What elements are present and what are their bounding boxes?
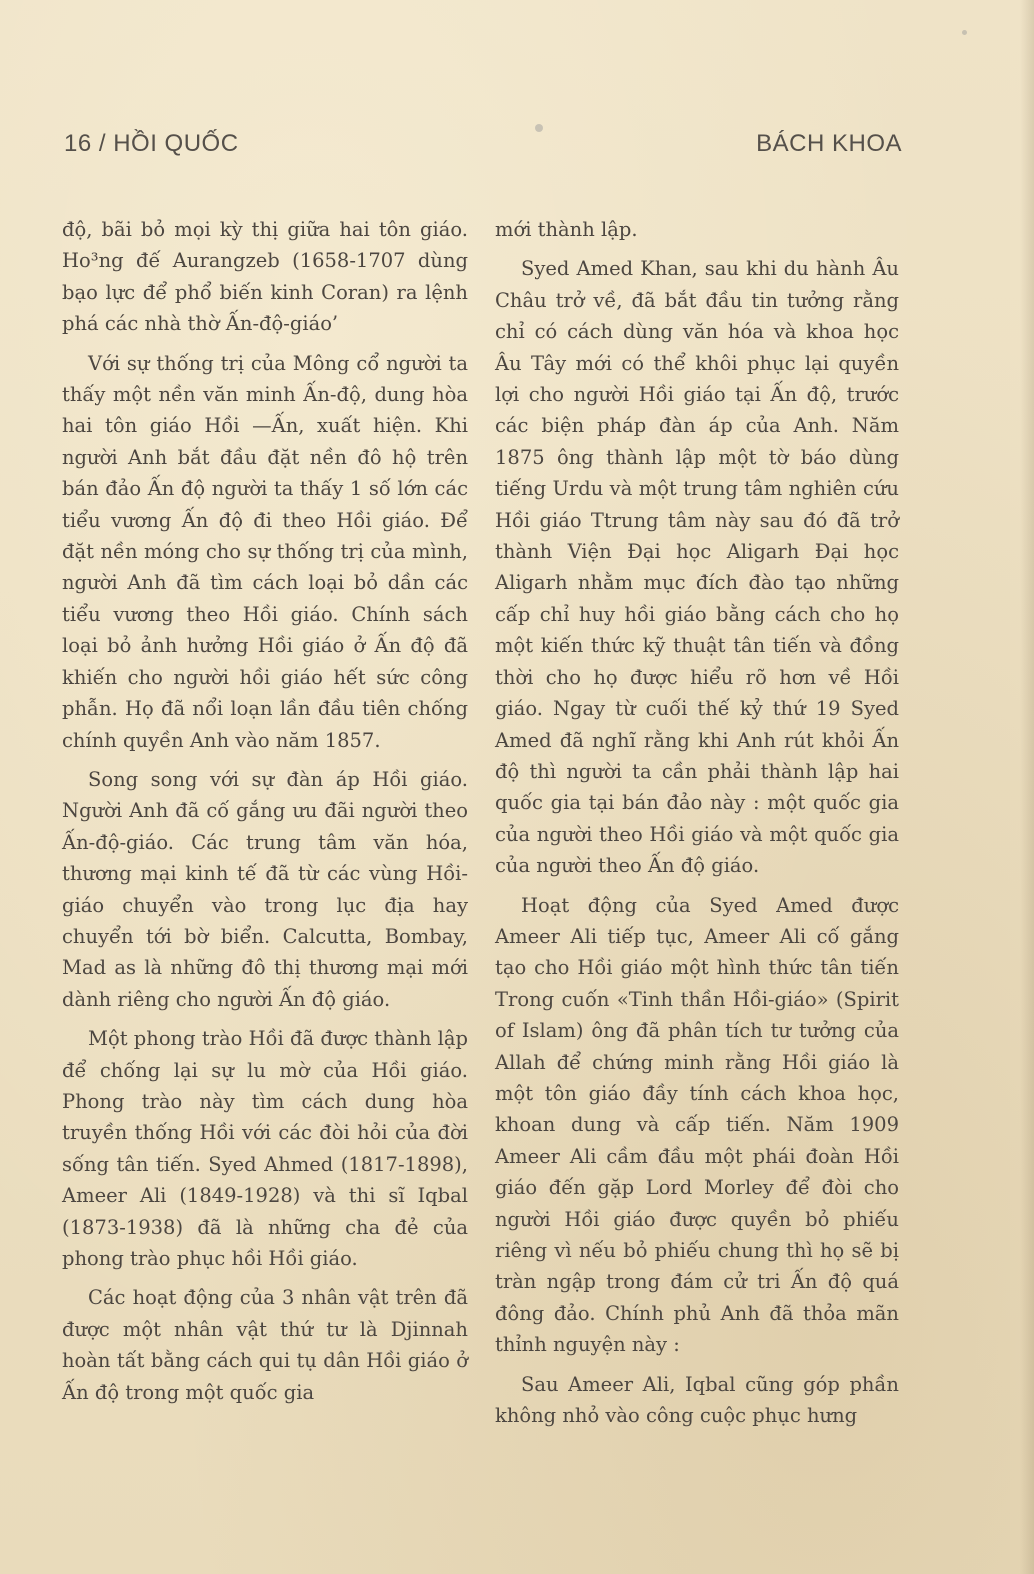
paragraph: Syed Amed Khan, sau khi du hành Âu Châu trở về, đã bắt đầu tin tưởng rằng chỉ có cách dùng văn hóa và khoa học Âu Tây mới có thể khôi phục lại quyền lợi cho người Hồi giáo tại Ấn độ, trước các biện pháp đàn áp của Anh. Năm 1875 ông thành lập một tờ báo dùng tiếng Urdu và một trung tâm nghiên cứu Hồi giáo Ttrung tâm này sau đó đã trở thành Viện Đại học Aligarh Đại học Aligarh nhằm mục đích đào tạo những cấp chỉ huy hồi giáo bằng cách cho họ một kiến thức kỹ thuật tân tiến và đồng thời cho họ được hiểu rõ hơn về Hồi giáo. Ngay từ cuối thế kỷ thứ 19 Syed Amed đã nghĩ rằng khi Anh rút khỏi Ấn độ thì người ta cần phải thành lập hai quốc gia tại bán đảo này : một quốc gia của người theo Hồi giáo và một quốc gia của người theo Ấn độ giáo.: [495, 257, 899, 878]
paragraph: mới thành lập.: [495, 218, 638, 241]
paper-speck: [962, 30, 967, 35]
paragraph: độ, bãi bỏ mọi kỳ thị giữa hai tôn giáo. Ho³ng đế Aurangzeb (1658-1707 dùng bạo lực để phổ biến kinh Coran) ra lệnh phá các nhà thờ Ấn-độ-giáo’: [62, 218, 468, 336]
paragraph: Một phong trào Hồi đã được thành lập để chống lại sự lu mờ của Hồi giáo. Phong trào này tìm cách dung hòa truyền thống Hồi với các đòi hỏi của đời sống tân tiến. Syed Ahmed (1817-1898), Ameer Ali (1849-1928) và thi sĩ Iqbal (1873-1938) đã là những cha đẻ của phong trào phục hồi Hồi giáo.: [62, 1027, 468, 1270]
paragraph: Song song với sự đàn áp Hồi giáo. Người Anh đã cố gắng ưu đãi người theo Ấn-độ-giáo. Các trung tâm văn hóa, thương mại kinh tế đã từ các vùng Hồi-giáo chuyển vào trong lục địa hay chuyển tới bờ biển. Calcutta, Bombay, Mad as là những đô thị thương mại mới dành riêng cho người Ấn độ giáo.: [62, 767, 468, 1011]
page-edge-shadow: [1020, 0, 1034, 1574]
paper-speck: [535, 124, 543, 132]
paragraph: Các hoạt động của 3 nhân vật trên đã được một nhân vật thứ tư là Djinnah hoàn tất bằng cách qui tụ dân Hồi giáo ở Ấn độ trong một quốc gia: [62, 1286, 468, 1404]
right-text-column: [495, 214, 899, 1439]
paragraph: Với sự thống trị của Mông cổ người ta thấy một nền văn minh Ấn-độ, dung hòa hai tôn giáo Hồi —Ấn, xuất hiện. Khi người Anh bắt đầu đặt nền đô hộ trên bán đảo Ấn độ người ta thấy 1 số lớn các tiểu vương Ấn độ đi theo Hồi giáo. Để đặt nền móng cho sự thống trị của mình, người Anh đã tìm cách loại bỏ dần các tiểu vương theo Hồi giáo. Chính sách loại bỏ ảnh hưởng Hồi giáo ở Ấn độ đã khiến cho người hồi giáo hết sức công phẫn. Họ đã nổi loạn lần đầu tiên chống chính quyền Anh vào năm 1857.: [62, 351, 468, 752]
page-header-section: 16 / HỒI QUỐC: [64, 130, 239, 157]
left-text-column: [62, 214, 468, 1416]
paragraph: Sau Ameer Ali, Iqbal cũng góp phần không nhỏ vào công cuộc phục hưng: [495, 1372, 899, 1428]
paragraph: Hoạt động của Syed Amed được Ameer Ali tiếp tục, Ameer Ali cố gắng tạo cho Hồi giáo một hình thức tân tiến Trong cuốn «Tinh thần Hồi-giáo» (Spirit of Islam) ông đã phân tích tư tưởng của Allah để chứng minh rằng Hồi giáo là một tôn giáo đầy tính cách khoa học, khoan dung và cấp tiến. Năm 1909 Ameer Ali cầm đầu một phái đoàn Hồi giáo đến gặp Lord Morley để đòi cho người Hồi giáo được quyền bỏ phiếu riêng vì nếu bỏ phiếu chung thì họ sẽ bị tràn ngập trong đám cử tri Ấn độ quá đông đảo. Chính phủ Anh đã thỏa mãn thỉnh nguyện này :: [495, 893, 899, 1357]
page-header-magazine: BÁCH KHOA: [756, 130, 902, 157]
